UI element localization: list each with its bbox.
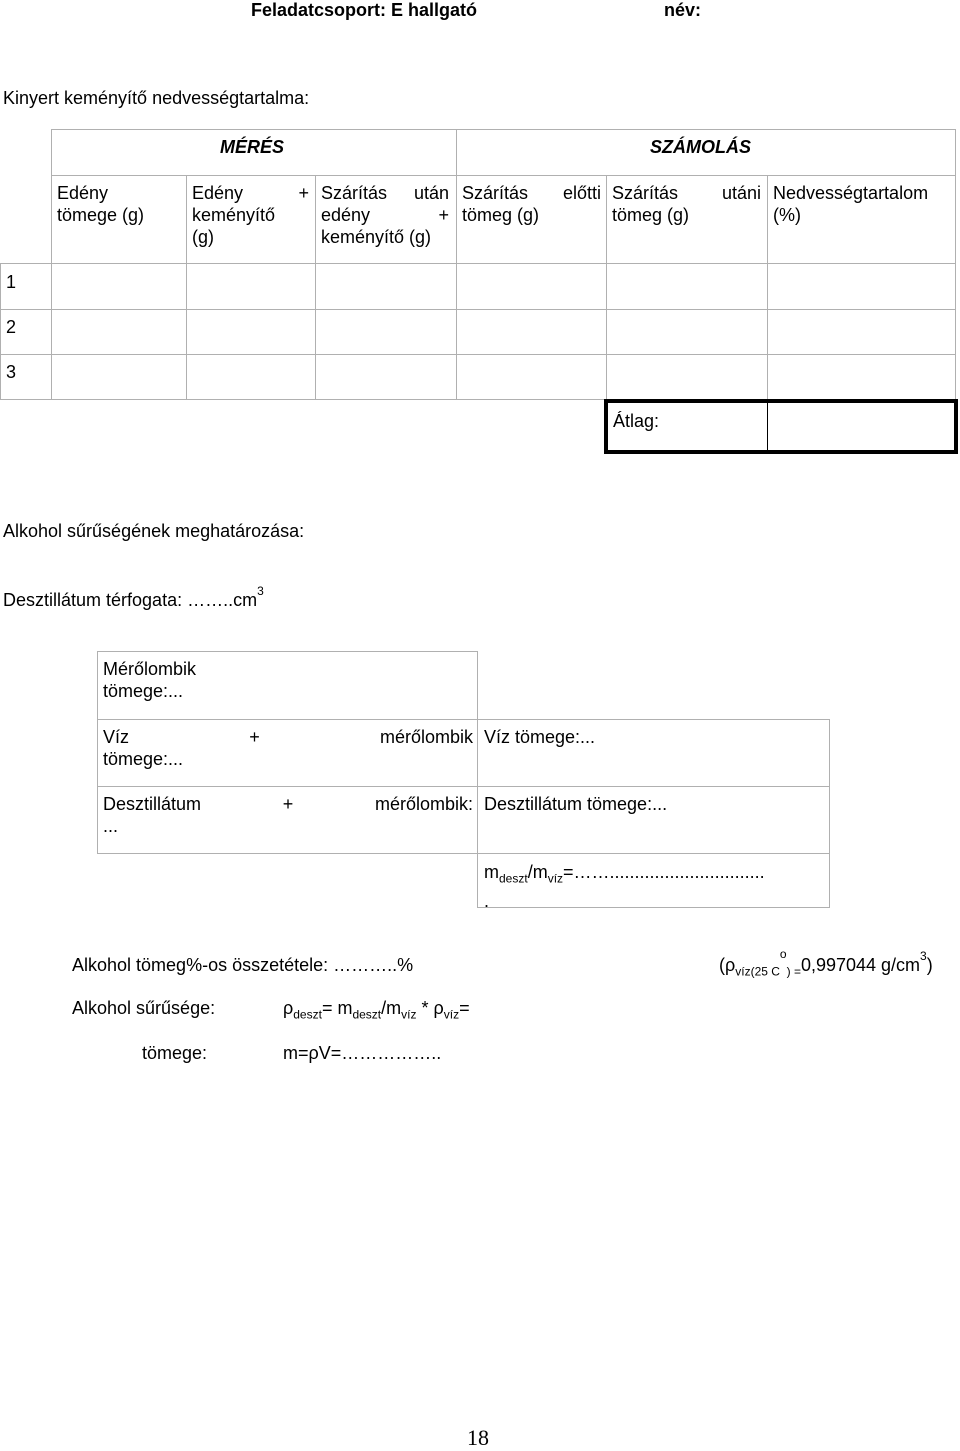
water-plus-flask: Víz + mérőlombik tömege:... [103, 727, 473, 769]
name-label: név: [664, 0, 702, 20]
col-szaritas-utani: Szárítás utáni tömeg (g) [612, 183, 761, 225]
col-edeny-kemenyito: Edény + keményítő (g) [192, 183, 309, 247]
dest-mass: Desztillátum tömege:... [484, 794, 668, 814]
row-number: 1 [6, 272, 17, 292]
average-label: Átlag: [613, 411, 660, 431]
dest-plus-flask: Desztillátum + mérőlombik: ... [103, 794, 473, 836]
density-label: Alkohol sűrűsége: [72, 998, 216, 1018]
row-number: 2 [6, 317, 17, 337]
col-szaritas-elotti: Szárítás előtti tömeg (g) [462, 183, 601, 225]
composition-line: Alkohol tömeg%-os összetétele: ………..% [72, 955, 414, 975]
mass-ratio: $m_{deszt}/m_{víz}=\dots\dots$............................... . [484, 862, 765, 911]
col-szaritas-utan: Szárítás után edény + keményítő (g) [321, 183, 449, 247]
meres-header: MÉRÉS [220, 137, 285, 157]
col-nedvesseg: Nedvességtartalom (%) [773, 183, 929, 225]
flask-mass: Mérőlombik tömege:... [103, 659, 197, 701]
section2-title: Alkohol sűrűségének meghatározása: [3, 521, 305, 541]
section1-title: Kinyert keményítő nedvességtartalma: [3, 88, 310, 108]
szamolas-header: SZÁMOLÁS [650, 137, 751, 157]
water-density-note: ($\rho_{víz(25 C}^o_{) =}0,997044$ $g/cm^3$) [719, 947, 933, 979]
mass-formula: m=ρV=…………….. [283, 1043, 442, 1063]
volume-line: Desztillátum térfogata: $\dots\dots..cm^3$ [3, 584, 264, 610]
row-number: 3 [6, 362, 17, 382]
water-mass: Víz tömege:... [484, 727, 596, 747]
page-number: 18 [467, 1425, 489, 1450]
group-label: Feladatcsoport: E hallgató [251, 0, 478, 20]
density-formula: $\rho_{deszt}= m_{deszt}/m_{víz} * \rho_{víz}=$ [283, 998, 470, 1022]
mass-label: tömege: [142, 1043, 208, 1063]
col-edeny-tomege: Edény tömege (g) [57, 183, 145, 225]
